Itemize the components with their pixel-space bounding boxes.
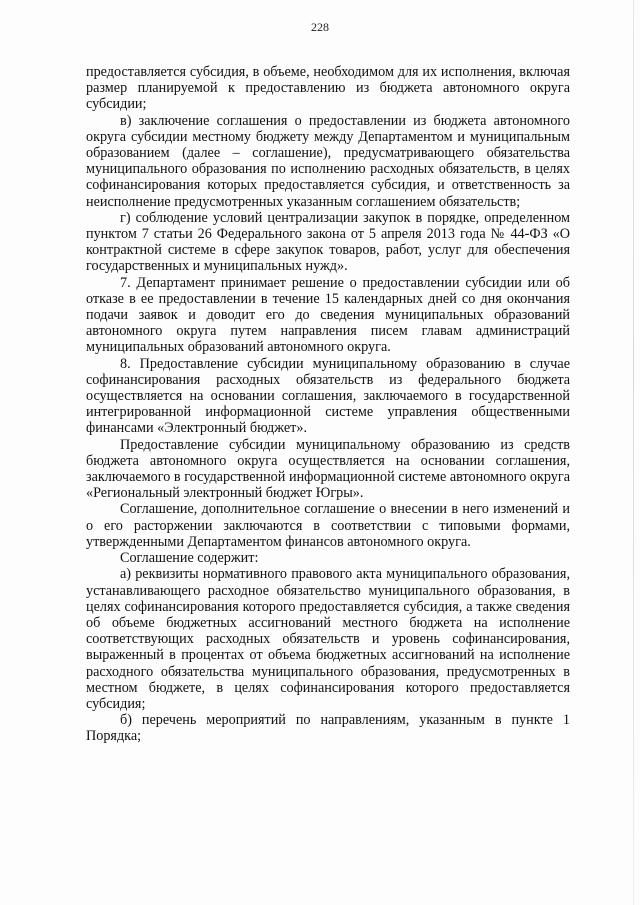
paragraph-agreement-contains: Соглашение содержит: [120,550,259,567]
paragraph-item-b: б) перечень мероприятий по направлениям, указанным в пункте 1 Порядка; [86,712,570,745]
document-body [86,64,570,745]
scan-edge [633,0,634,905]
paragraph-agreement-forms: Соглашение, дополнительное соглашение о внесении в него изменений и о его расторжении заключаются в соответствии с типовыми формами, утвержденными Департаментом финансов автономного округа. [86,501,570,550]
paragraph-clause-7: 7. Департамент принимает решение о предоставлении субсидии или об отказе в ее предоставлении в течение 15 календарных дней со дня окончания подачи заявок и доводит его до сведения муниципальных образований автономного округа путем направления писем главам администраций муниципальных образований автономного округа. [86,274,570,356]
paragraph-regional-budget: Предоставление субсидии муниципальному образованию из средств бюджета автономного округа осуществляется на основании соглашения, заключаемого в государственной информационной системе автономного округа «Региональный электронный бюджет Югры». [86,436,570,502]
paragraph-item-g: г) соблюдение условий централизации закупок в порядке, определенном пунктом 7 статьи 26 Федерального закона от 5 апреля 2013 года № 44-ФЗ «О контрактной системе в сфере закупок товаров, работ, услуг для обеспечения государственных и муниципальных нужд». [86,209,570,275]
paragraph-clause-8: 8. Предоставление субсидии муниципальному образованию в случае софинансирования расходных обязательств из федерального бюджета осуществляется на основании соглашения, заключаемого в государственной интегрированной информационной системе управления общественными финансами «Электронный бюджет». [86,355,570,437]
paragraph-item-v: в) заключение соглашения о предоставлении из бюджета автономного округа субсидии местному бюджету между Департаментом и муниципальным образованием (далее – соглашение), предусматривающего обязательства муниципального образования по исполнению расходных обязательств, в целях софинансирования которых предоставляется субсидия, и ответственность за неисполнение предусмотренных указанным соглашением обязательств; [86,112,570,210]
paragraph-continuation: предоставляется субсидия, в объеме, необходимом для их исполнения, включая размер планируемой к предоставлению из бюджета автономного округа субсидии; [86,64,570,113]
paragraph-item-a: а) реквизиты нормативного правового акта муниципального образования, устанавливающего расходное обязательство муниципального образования, в целях софинансирования которого предоставляется субсидия, а также сведения об объеме бюджетных ассигнований местного бюджета на исполнение соответствующих расходных обязательств и уровень софинансирования, выраженный в процентах от объема бюджетных ассигнований на исполнение расходного обязательства муниципального образования, предусмотренных в местном бюджете, в целях софинансирования которого предоставляется субсидия; [86,566,570,712]
page-number: 228 [311,20,329,34]
